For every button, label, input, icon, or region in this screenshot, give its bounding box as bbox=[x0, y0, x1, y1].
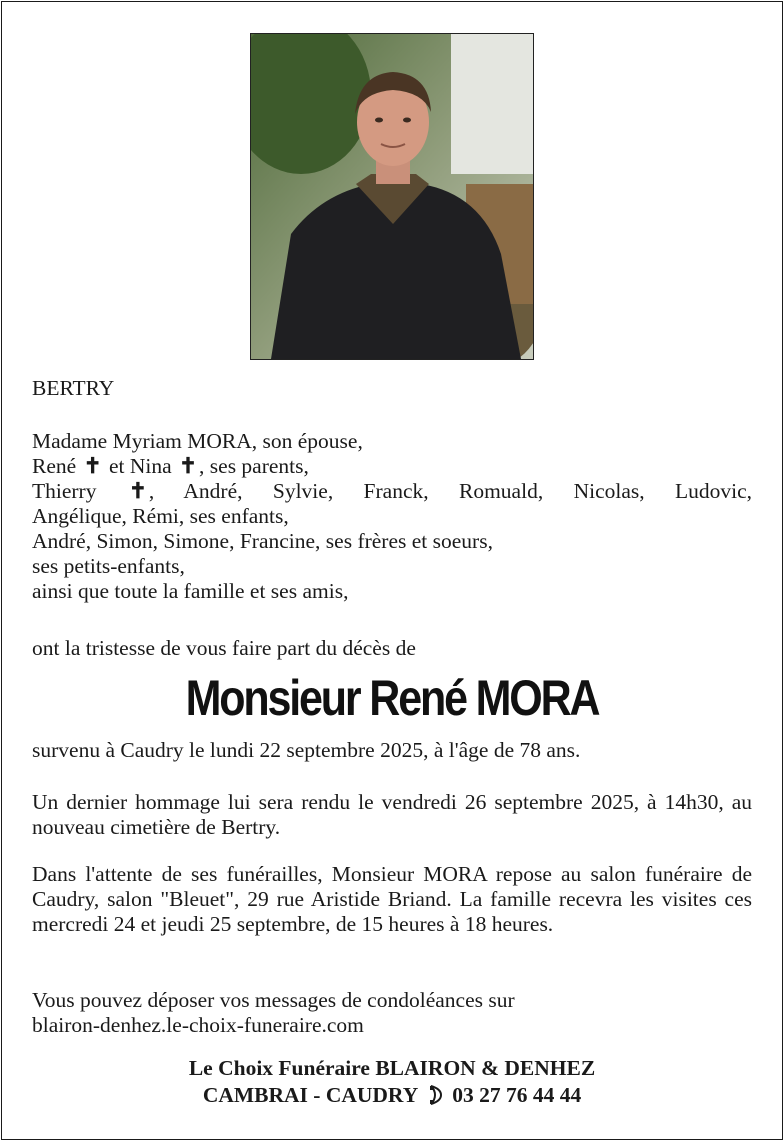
family-line: André, Simon, Simone, Francine, ses frères et soeurs, bbox=[32, 529, 493, 553]
funeral-company: Le Choix Funéraire BLAIRON & DENHEZ bbox=[188, 1056, 596, 1080]
family-text: Thierry bbox=[32, 479, 97, 503]
family-text: et Nina bbox=[108, 454, 172, 478]
funeral-info: Dans l'attente de ses funérailles, Monsieur MORA repose au salon funéraire de Caudry, salon "Bleuet", 29 rue Aristide Briand. La famille recevra les visites ces mercredi 24 et jeudi 25 septembre, de 15 heures à 18 heures. bbox=[32, 862, 752, 936]
family-text: René bbox=[32, 454, 77, 478]
family-list bbox=[32, 429, 752, 604]
family-text: , André, Sylvie, Franck, Romuald, Nicolas, Ludovic, bbox=[148, 479, 753, 503]
death-info: survenu à Caudry le lundi 22 septembre 2025, à l'âge de 78 ans. bbox=[32, 738, 581, 762]
cross-icon: ✝ bbox=[179, 454, 198, 478]
family-line bbox=[32, 454, 752, 479]
family-line bbox=[32, 479, 752, 504]
hommage-info: Un dernier hommage lui sera rendu le vendredi 26 septembre 2025, à 14h30, au nouveau cimetière de Bertry. bbox=[32, 790, 752, 839]
cross-icon: ✝ bbox=[128, 479, 147, 503]
cross-icon: ✝ bbox=[83, 454, 102, 478]
town-name: BERTRY bbox=[32, 376, 115, 400]
deceased-name: Monsieur René MORA bbox=[185, 670, 599, 726]
portrait-photo bbox=[250, 33, 534, 360]
family-line: ainsi que toute la famille et ses amis, bbox=[32, 579, 349, 603]
condolences-line: Vous pouvez déposer vos messages de condoléances sur bbox=[32, 988, 515, 1012]
portrait-illustration bbox=[251, 34, 533, 359]
company-cities: CAMBRAI - CAUDRY bbox=[202, 1083, 418, 1107]
family-text: , ses parents, bbox=[199, 454, 309, 478]
family-line: Madame Myriam MORA, son épouse, bbox=[32, 429, 363, 453]
intro-text: ont la tristesse de vous faire part du décès de bbox=[32, 636, 416, 660]
phone-icon bbox=[427, 1082, 443, 1109]
family-line: ses petits-enfants, bbox=[32, 554, 185, 578]
condolences-info bbox=[32, 988, 752, 1038]
company-contact bbox=[0, 1082, 784, 1109]
condolences-link[interactable]: blairon-denhez.le-choix-funeraire.com bbox=[32, 1013, 364, 1037]
family-line: Angélique, Rémi, ses enfants, bbox=[32, 504, 289, 528]
company-phone[interactable]: 03 27 76 44 44 bbox=[452, 1083, 582, 1107]
